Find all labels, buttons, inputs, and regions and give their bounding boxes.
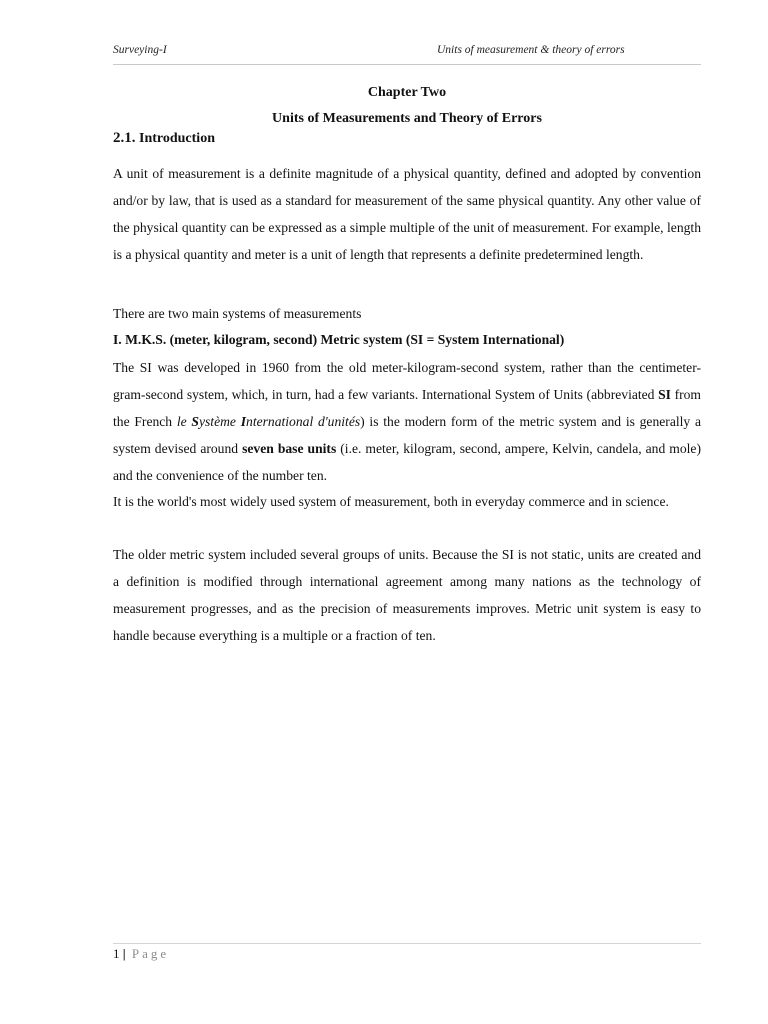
french-i: I bbox=[240, 414, 247, 429]
si-text-4: (i.e. meter, kilogram, second, ampere, Kelvin, candela, and mole) and the convenience of the number ten. bbox=[113, 441, 701, 483]
section-heading bbox=[113, 130, 215, 147]
running-header bbox=[113, 44, 701, 64]
si-text-3: ) is the modern form of the metric system and is generally a system devised around bbox=[113, 414, 701, 456]
section-number: 2.1. bbox=[113, 130, 136, 146]
older-metric-paragraph: The older metric system included several groups of units. Because the SI is not static, units are created and a definition is modified through international agreement among many nations as the technology of measurement progresses, and as the precision of measurements improves. Metric unit system is easy to handle because everything is a multiple or a fraction of ten. bbox=[113, 547, 701, 643]
si-text-2: from the French bbox=[113, 387, 702, 429]
chapter-title: Chapter Two bbox=[367, 85, 447, 100]
systems-paragraph: There are two main systems of measurements bbox=[113, 306, 362, 321]
french-s: S bbox=[191, 414, 199, 429]
page-footer bbox=[113, 946, 169, 962]
mks-heading: I. M.K.S. (meter, kilogram, second) Metric system (SI = System International) bbox=[113, 332, 565, 347]
section-title: Introduction bbox=[139, 131, 215, 146]
header-divider bbox=[113, 64, 701, 65]
header-course-title: Surveying-I bbox=[113, 44, 167, 56]
intro-paragraph: A unit of measurement is a definite magnitude of a physical quantity, defined and adopted by convention and/or by law, that is used as a standard for measurement of the same physical quantity. Any other value of the physical quantity can be expressed as a simple multiple of the unit of measurement. For example, length is a physical quantity and meter is a unit of length that represents a definite predetermined length. bbox=[113, 166, 701, 262]
french-le: le bbox=[176, 414, 192, 429]
si-text-1: The SI was developed in 1960 from the old meter-kilogram-second system, rather than the centimeter-gram-second system, which, in turn, had a few variants. International System of Units (abbreviated bbox=[113, 360, 701, 402]
header-chapter-topic: Units of measurement & theory of errors bbox=[437, 44, 625, 56]
french-international: nternational d'unités bbox=[246, 414, 361, 429]
footer-divider bbox=[113, 943, 701, 944]
si-abbrev: SI bbox=[658, 387, 671, 402]
seven-base-units: seven base units bbox=[242, 441, 337, 456]
usage-paragraph: It is the world's most widely used system of measurement, both in everyday commerce and in science. bbox=[113, 494, 669, 509]
french-systeme: ystème bbox=[198, 414, 241, 429]
french-name bbox=[177, 414, 360, 429]
page-label: Page bbox=[131, 946, 170, 961]
footer-separator: | bbox=[122, 946, 126, 961]
si-paragraph bbox=[113, 354, 701, 489]
page-number: 1 bbox=[113, 946, 120, 961]
chapter-subtitle: Units of Measurements and Theory of Errors bbox=[272, 111, 542, 126]
